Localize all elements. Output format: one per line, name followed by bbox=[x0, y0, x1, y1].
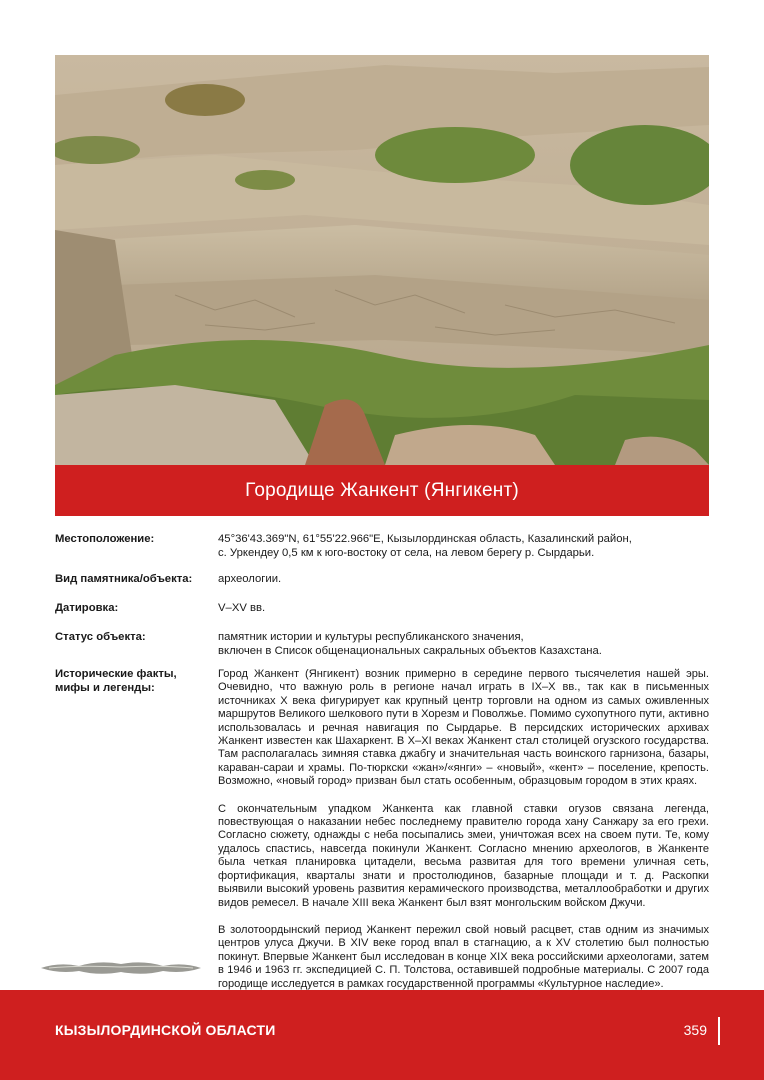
field-type bbox=[55, 573, 709, 602]
field-dating bbox=[55, 602, 709, 631]
status-line-2: включен в Список общенациональных сакральных объектов Казахстана. bbox=[218, 644, 602, 657]
footer-divider bbox=[718, 1017, 720, 1045]
info-section bbox=[55, 533, 709, 1005]
facts-label-line-2: мифы и легенды: bbox=[55, 681, 155, 694]
site-photo bbox=[55, 55, 709, 465]
title-band bbox=[55, 465, 709, 516]
ornament-divider bbox=[39, 958, 203, 978]
location-line-2: с. Уркендеу 0,5 км к юго-востоку от села, на левом берегу р. Сырдарьи. bbox=[218, 546, 595, 559]
facts-text bbox=[218, 668, 709, 991]
field-location bbox=[55, 533, 709, 573]
location-line-1: 45°36'43.369"N, 61°55'22.966"E, Кызылординская область, Казалинский район, bbox=[218, 533, 632, 545]
field-facts bbox=[55, 668, 709, 991]
field-label: Вид памятника/объекта: bbox=[55, 573, 193, 585]
field-value bbox=[218, 631, 709, 658]
field-label: Местоположение: bbox=[55, 533, 155, 545]
footer-region: КЫЗЫЛОРДИНСКОЙ ОБЛАСТИ bbox=[55, 1022, 276, 1038]
field-label bbox=[55, 668, 215, 695]
page-number: 359 bbox=[683, 1022, 707, 1038]
facts-paragraph: С окончательным упадком Жанкента как главной ставки огузов связана легенда, повествующая о наказании небес последнему правителю города хану Санжару за его грехи. Согласно сюжету, однажды с неба посыпались змеи, уничтожая всех на своем пути. Те, кому удалось спастись, навсегда покинули Жанкент. Согласно мнению археологов, в Жанкенте была четкая планировка цитадели, весьма развитая для того времени уличная сеть, фортификация, кварталы знати и простолюдинов, базарные площади и т. д. Раскопки выявили высокий уровень развития керамического производства, металлообработки и других видов ремесел. В начале XIII века Жанкент был взят монгольским войском Джучи. bbox=[218, 802, 709, 909]
facts-label-line-1: Исторические факты, bbox=[55, 668, 177, 680]
field-value bbox=[218, 533, 709, 560]
page-title: Городище Жанкент (Янгикент) bbox=[245, 479, 519, 501]
field-value: археологии. bbox=[218, 573, 282, 585]
facts-paragraph: В золотоордынский период Жанкент пережил свой новый расцвет, став одним из значимых центров улуса Джучи. В XIV веке город впал в стагнацию, а к XV столетию был полностью покинут. Впервые Жанкент был исследован в конце XIX века российскими археологами, затем в 1946 и 1963 гг. экспедицией С. П. Толстова, оставившей подробные материалы. С 2007 года городище исследуется в рамках государственной программы «Культурное наследие». bbox=[218, 923, 709, 990]
field-value: V–XV вв. bbox=[218, 602, 266, 614]
footer-bar bbox=[0, 990, 764, 1080]
facts-paragraph: Город Жанкент (Янгикент) возник примерно в середине первого тысячелетия нашей эры. Очевидно, что важную роль в регионе начал играть в IX–X вв., так как в письменных источниках X века фигурирует как крупный центр торговли на одном из самых оживленных маршрутов Великого шелкового пути в Хорезм и Поволжье. Помимо сухопутного пути, активно использовалась и речная навигация по Сырдарье. В персидских исторических архивах Жанкент известен как Шахаркент. В X–XI веках Жанкент стал столицей огузского государства. Там располагалась зимняя ставка джабгу и значительная часть воинского гарнизона, базары, караван-сараи и храмы. По-тюркски «жан»/«янги» – «новый», «кент» – поселение, крепость. Возможно, «новый город» призван был стать особенным, образцовым городом в этих краях. bbox=[218, 668, 709, 788]
field-label: Статус объекта: bbox=[55, 631, 146, 643]
field-status bbox=[55, 631, 709, 668]
status-line-1: памятник истории и культуры республиканского значения, bbox=[218, 631, 524, 643]
field-label: Датировка: bbox=[55, 602, 119, 614]
